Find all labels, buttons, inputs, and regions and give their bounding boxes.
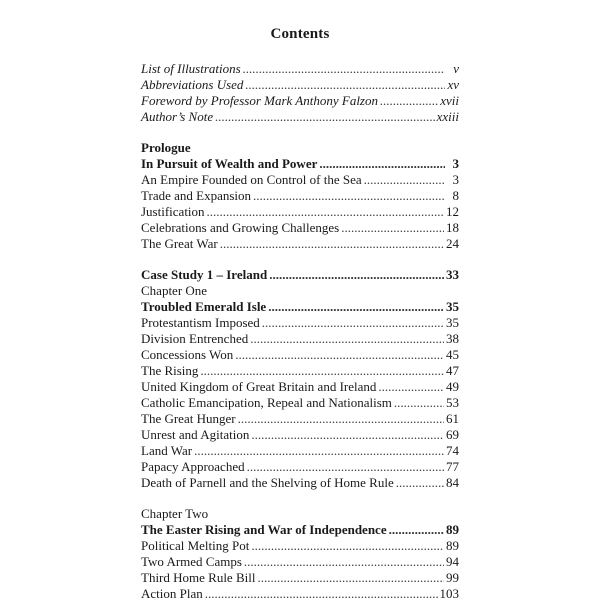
toc-entry [141, 395, 459, 411]
entry-page: 89 [446, 522, 459, 537]
toc-entry [141, 204, 459, 220]
dot-leader [200, 363, 444, 379]
dot-leader [251, 427, 444, 443]
section-gap [141, 125, 459, 140]
entry-title: Justification [141, 204, 205, 219]
dot-leader [194, 443, 444, 459]
entry-page: 61 [446, 411, 459, 426]
entry-title: Troubled Emerald Isle [141, 299, 267, 314]
entry-title: The Easter Rising and War of Independence [141, 522, 387, 537]
toc-chapter-heading [141, 522, 459, 538]
entry-page: xxiii [436, 109, 459, 124]
dot-leader [238, 411, 444, 427]
entry-page: 49 [446, 379, 459, 394]
dot-leader [389, 522, 444, 538]
toc-entry [141, 459, 459, 475]
entry-title: The Great Hunger [141, 411, 236, 426]
toc-entry [141, 570, 459, 586]
toc-entry [141, 554, 459, 570]
entry-page: 74 [446, 443, 459, 458]
page-title: Contents [270, 26, 330, 42]
dot-leader [268, 299, 444, 315]
entry-title: Abbreviations Used [141, 77, 244, 92]
entry-title: Foreword by Professor Mark Anthony Falzon [141, 93, 378, 108]
entry-title: The Rising [141, 363, 199, 378]
entry-page: 8 [452, 188, 459, 203]
entry-title: Case Study 1 – Ireland [141, 267, 268, 282]
entry-page: 53 [446, 395, 459, 410]
entry-page: 47 [446, 363, 459, 378]
dot-leader [247, 459, 444, 475]
toc-entry [141, 443, 459, 459]
entry-title: Unrest and Agitation [141, 427, 250, 442]
entry-title: Papacy Approached [141, 459, 245, 474]
entry-title: Action Plan [141, 586, 203, 601]
entry-title: The Great War [141, 236, 218, 251]
entry-page: v [453, 61, 459, 76]
toc-entry [141, 331, 459, 347]
entry-page: 45 [446, 347, 459, 362]
dot-leader [396, 475, 444, 491]
entry-title: In Pursuit of Wealth and Power [141, 156, 318, 171]
entry-page: 35 [446, 299, 459, 314]
dot-leader [341, 220, 444, 236]
toc-section-heading [141, 156, 459, 172]
entry-title: Two Armed Camps [141, 554, 242, 569]
entry-page: 103 [439, 586, 459, 601]
entry-page: xvii [440, 93, 459, 108]
prologue-label: Prologue [141, 140, 191, 155]
dot-leader [269, 267, 444, 283]
dot-leader [244, 554, 444, 570]
entry-page: 77 [446, 459, 459, 474]
dot-leader [394, 395, 444, 411]
dot-leader [251, 538, 444, 554]
dot-leader [380, 93, 438, 109]
dot-leader [262, 315, 444, 331]
entry-page: 94 [446, 554, 459, 569]
entry-page: 89 [446, 538, 459, 553]
entry-page: 12 [446, 204, 459, 219]
entry-page: 84 [446, 475, 459, 490]
dot-leader [364, 172, 445, 188]
entry-page: 35 [446, 315, 459, 330]
chapter-two-label: Chapter Two [141, 506, 209, 521]
entry-page: 3 [452, 156, 459, 171]
entry-title: Author’s Note [141, 109, 214, 124]
table-of-contents [141, 61, 459, 602]
entry-title: Protestantism Imposed [141, 315, 260, 330]
entry-page: xv [447, 77, 459, 92]
toc-entry-front-matter [141, 109, 459, 125]
entry-title: Political Melting Pot [141, 538, 250, 553]
dot-leader [253, 188, 445, 204]
entry-title: Catholic Emancipation, Repeal and Nationalism [141, 395, 392, 410]
dot-leader [215, 109, 435, 125]
dot-leader [245, 77, 445, 93]
section-gap [141, 252, 459, 267]
entry-title: United Kingdom of Great Britain and Ireland [141, 379, 377, 394]
entry-page: 24 [446, 236, 459, 251]
entry-title: Celebrations and Growing Challenges [141, 220, 340, 235]
entry-title: List of Illustrations [141, 61, 241, 76]
toc-entry [141, 188, 459, 204]
toc-entry [141, 315, 459, 331]
toc-entry [141, 236, 459, 252]
toc-entry [141, 379, 459, 395]
entry-page: 3 [452, 172, 459, 187]
chapter-one-label: Chapter One [141, 283, 208, 298]
entry-title: An Empire Founded on Control of the Sea [141, 172, 362, 187]
toc-chapter-heading [141, 299, 459, 315]
dot-leader [250, 331, 444, 347]
entry-title: Division Entrenched [141, 331, 249, 346]
toc-entry-front-matter [141, 77, 459, 93]
dot-leader [319, 156, 445, 172]
toc-entry [141, 538, 459, 554]
toc-entry [141, 363, 459, 379]
entry-title: Concessions Won [141, 347, 234, 362]
entry-page: 38 [446, 331, 459, 346]
dot-leader [378, 379, 444, 395]
entry-page: 18 [446, 220, 459, 235]
toc-entry-front-matter [141, 93, 459, 109]
dot-leader [235, 347, 444, 363]
dot-leader [207, 204, 444, 220]
toc-case-study-heading [141, 267, 459, 283]
section-gap [141, 491, 459, 506]
entry-title: Trade and Expansion [141, 188, 252, 203]
toc-entry [141, 347, 459, 363]
toc-entry [141, 220, 459, 236]
entry-page: 33 [446, 267, 459, 282]
dot-leader [243, 61, 445, 77]
toc-entry [141, 427, 459, 443]
entry-title: Land War [141, 443, 193, 458]
toc-entry [141, 475, 459, 491]
entry-title: Third Home Rule Bill [141, 570, 256, 585]
toc-entry-front-matter [141, 61, 459, 77]
entry-page: 99 [446, 570, 459, 585]
entry-page: 69 [446, 427, 459, 442]
toc-entry [141, 172, 459, 188]
toc-entry [141, 411, 459, 427]
entry-title: Death of Parnell and the Shelving of Home Rule [141, 475, 394, 490]
dot-leader [257, 570, 444, 586]
dot-leader [220, 236, 444, 252]
